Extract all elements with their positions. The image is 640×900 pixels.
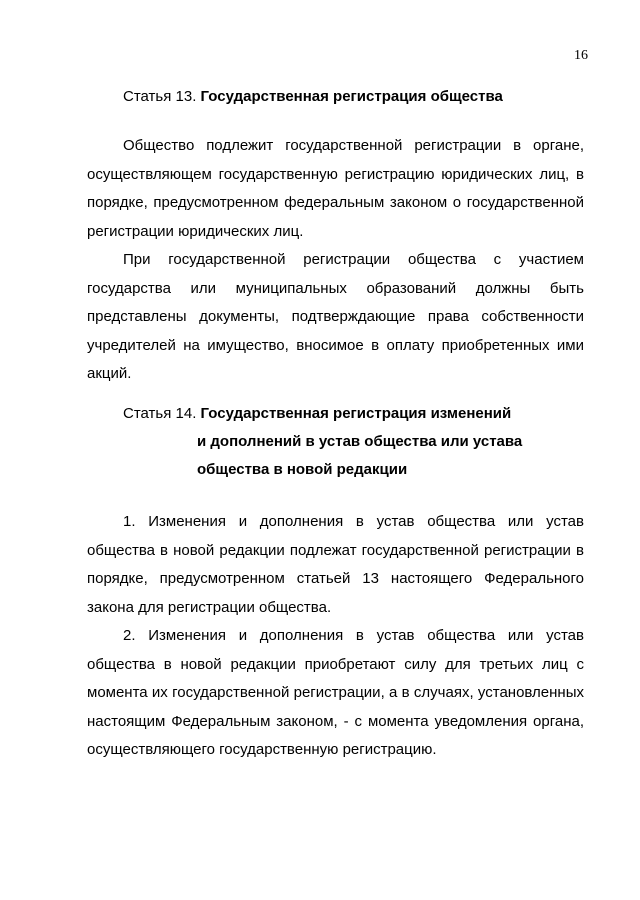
article-14-title-line-3: общества в новой редакции	[197, 461, 408, 478]
article-13-paragraph-2: При государственной регистрации общества с участием государства или муниципальных образований должны быть представлены документы, подтверждающие права собственности учредителей на имущество, вносимое в оплату приобретенных ими акций.	[87, 251, 584, 382]
article-14-title-line-2: и дополнений в устав общества или устава	[197, 433, 523, 450]
article-13-title: Государственная регистрация общества	[200, 88, 503, 105]
page-number: 16	[574, 48, 588, 63]
article-14-paragraph-1: 1. Изменения и дополнения в устав общества или устав общества в новой редакции подлежат государственной регистрации в порядке, предусмотренном статьей 13 настоящего Федерального закона для регистрации общества.	[87, 513, 584, 616]
article-13-body	[87, 132, 584, 389]
article-14-label: Статья 14.	[123, 405, 197, 422]
article-13-paragraph-1: Общество подлежит государственной регистрации в органе, осуществляющем государственную регистрацию юридических лиц, в порядке, предусмотренном федеральным законом о государственной регистрации юридических лиц.	[87, 137, 584, 240]
article-14-title-line-1: Государственная регистрация изменений	[200, 405, 512, 422]
article-13-heading	[123, 83, 503, 111]
article-13-label: Статья 13.	[123, 88, 197, 105]
article-14-heading	[123, 400, 563, 478]
article-14-body	[87, 508, 584, 765]
article-14-paragraph-2: 2. Изменения и дополнения в устав общества или устав общества в новой редакции приобретают силу для третьих лиц с момента их государственной регистрации, а в случаях, установленных настоящим Федеральным законом, - с момента уведомления органа, осуществляющего государственную регистрацию.	[87, 627, 584, 758]
